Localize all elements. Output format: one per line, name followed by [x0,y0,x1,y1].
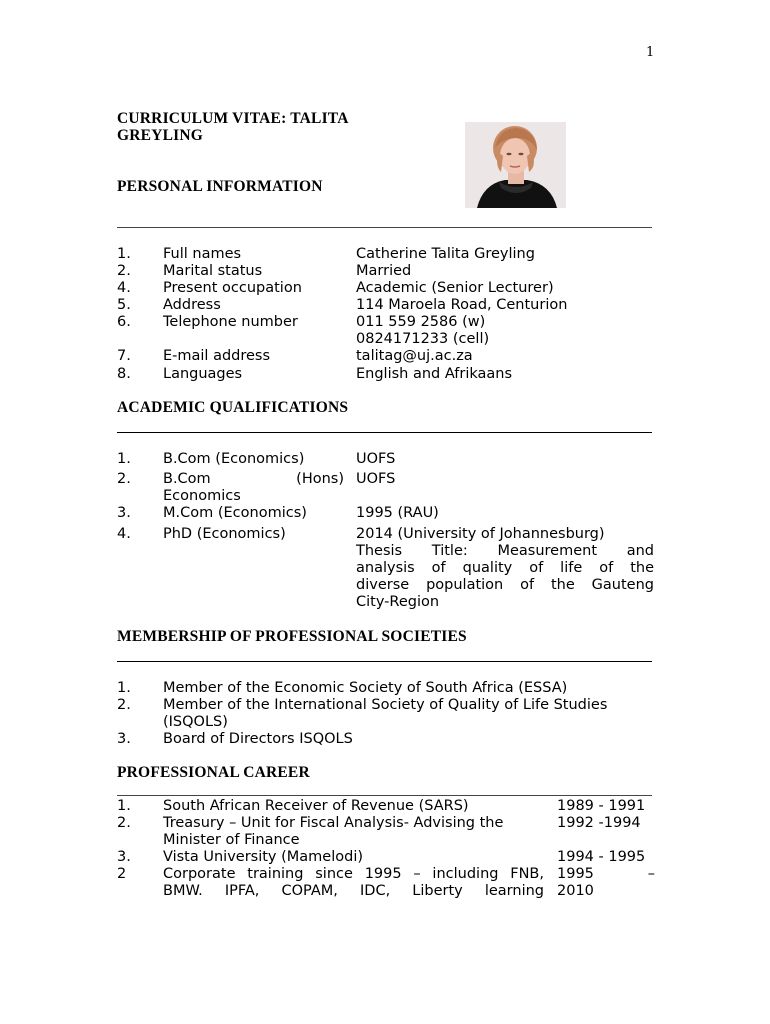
item-number: 2. [117,815,131,831]
full-names-value: Catherine Talita Greyling [356,246,535,262]
cv-title-line-2: GREYLING [117,127,204,144]
item-number: 1. [117,680,131,696]
cv-title-line-1: CURRICULUM VITAE: TALITA [117,110,349,127]
membership-heading: MEMBERSHIP OF PROFESSIONAL SOCIETIES [117,628,467,645]
qualification-label-continued: Economics [163,488,241,504]
qualification-label-part: (Hons) [296,471,344,487]
academic-qualifications-heading: ACADEMIC QUALIFICATIONS [117,399,349,416]
portrait-image [465,122,566,208]
item-number: 2. [117,471,131,487]
item-number: 7. [117,348,131,364]
marital-status-value: Married [356,263,412,279]
career-years: 1994 - 1995 [557,849,646,865]
career-employer: South African Receiver of Revenue (SARS) [163,798,469,814]
qualification-institution: UOFS [356,451,396,467]
occupation-label: Present occupation [163,280,302,296]
item-number: 1. [117,798,131,814]
career-years-end: 2010 [557,883,594,899]
page-number: 1 [646,45,655,60]
membership-item: Board of Directors ISQOLS [163,731,353,747]
qualification-label-part: B.Com [163,471,211,487]
item-number: 3. [117,505,131,521]
career-years [557,866,655,883]
marital-status-label: Marital status [163,263,263,279]
membership-item: Member of the International Society of Quality of Life Studies [163,697,608,713]
career-employer: Corporate training since 1995 – including FNB, [163,866,544,882]
qualification-label: M.Com (Economics) [163,505,307,521]
occupation-value: Academic (Senior Lecturer) [356,280,554,296]
telephone-label: Telephone number [163,314,298,330]
item-number: 2 [117,866,127,882]
telephone-cell-value: 0824171233 (cell) [356,331,490,347]
thesis-title-line: City-Region [356,594,440,610]
thesis-title-line: analysis of quality of life of the [356,560,654,576]
email-label: E-mail address [163,348,271,364]
full-names-label: Full names [163,246,242,262]
career-years: 1989 - 1991 [557,798,646,814]
item-number: 1. [117,451,131,467]
address-value: 114 Maroela Road, Centurion [356,297,568,313]
item-number: 6. [117,314,131,330]
languages-value: English and Afrikaans [356,366,513,382]
career-years-dash: – [647,866,655,882]
profile-photo [465,122,566,208]
career-employer: Vista University (Mamelodi) [163,849,364,865]
languages-label: Languages [163,366,243,382]
career-employer: Treasury – Unit for Fiscal Analysis- Advising the [163,815,504,831]
section-divider [117,661,652,662]
qualification-label: B.Com (Economics) [163,451,305,467]
thesis-title-line: Thesis Title: Measurement and [356,543,654,559]
personal-information-heading: PERSONAL INFORMATION [117,178,323,195]
career-employer-continued: BMW. IPFA, COPAM, IDC, Liberty learning [163,883,544,899]
membership-item: Member of the Economic Society of South Africa (ESSA) [163,680,568,696]
membership-item-continued: (ISQOLS) [163,714,228,730]
item-number: 2. [117,263,131,279]
qualification-institution: 2014 (University of Johannesburg) [356,526,605,542]
professional-career-heading: PROFESSIONAL CAREER [117,764,310,781]
cv-title [117,110,349,144]
item-number: 4. [117,280,131,296]
thesis-title-line: diverse population of the Gauteng [356,577,654,593]
item-number: 3. [117,731,131,747]
section-divider [117,432,652,433]
career-employer-continued: Minister of Finance [163,832,300,848]
telephone-work-value: 011 559 2586 (w) [356,314,486,330]
qualification-institution: UOFS [356,471,396,487]
qualification-label: PhD (Economics) [163,526,286,542]
qualification-institution: 1995 (RAU) [356,505,439,521]
career-years: 1992 -1994 [557,815,641,831]
email-value[interactable]: talitag@uj.ac.za [356,348,473,364]
item-number: 1. [117,246,131,262]
item-number: 5. [117,297,131,313]
item-number: 4. [117,526,131,542]
item-number: 3. [117,849,131,865]
section-divider [117,227,652,228]
item-number: 2. [117,697,131,713]
item-number: 8. [117,366,131,382]
qualification-label [163,471,344,488]
address-label: Address [163,297,221,313]
section-divider [117,795,652,796]
career-years-start: 1995 [557,866,594,882]
